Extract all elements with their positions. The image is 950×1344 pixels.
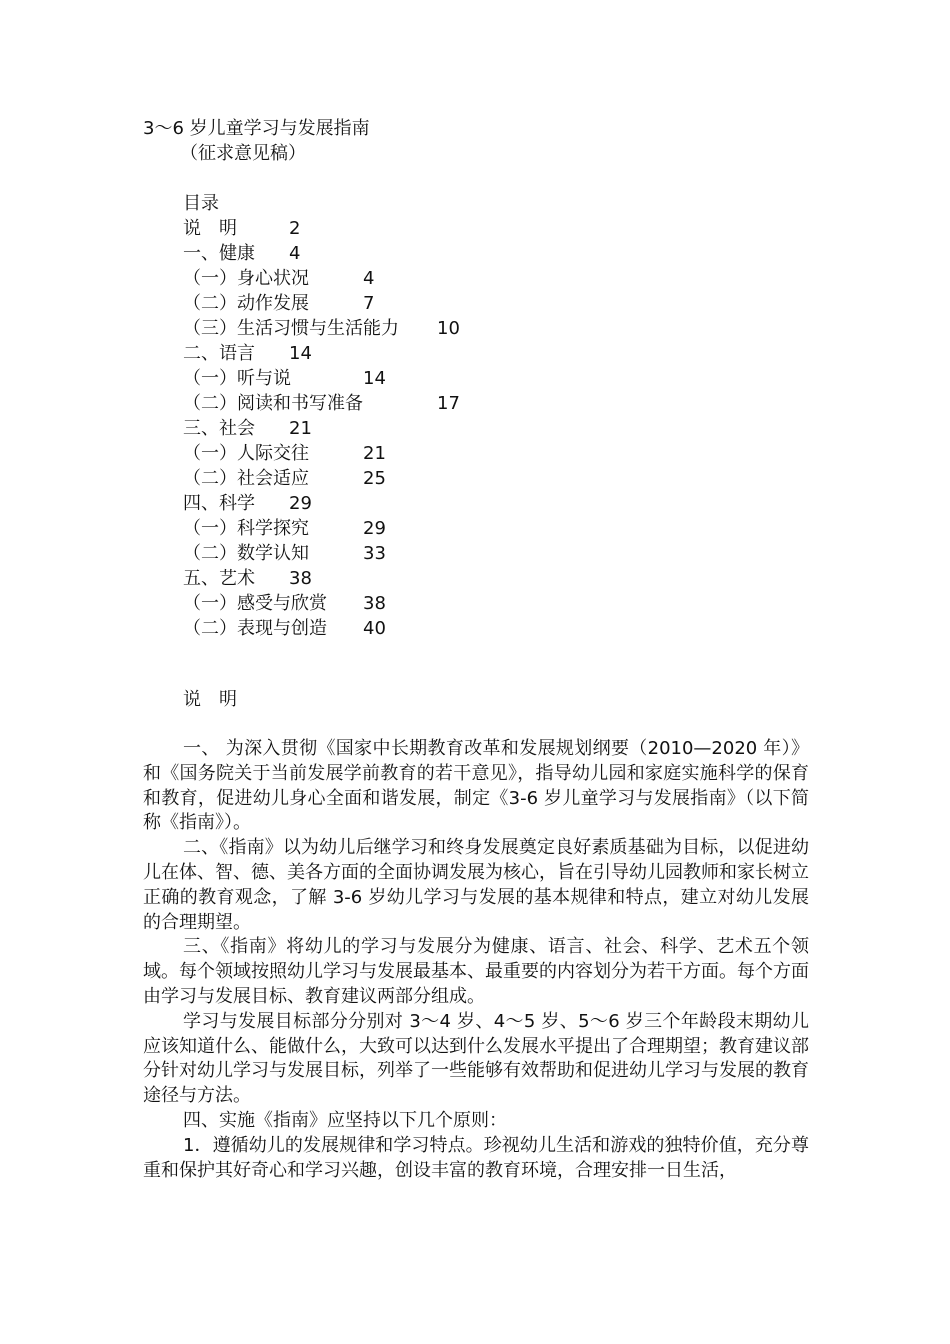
toc-entry-label: （二）社会适应 <box>183 468 309 489</box>
toc-entry-page-number: 14 <box>289 343 312 364</box>
toc-entry-page-number: 33 <box>363 543 386 564</box>
toc-entry-label: （一）科学探究 <box>183 518 309 539</box>
toc-entry <box>183 291 375 316</box>
toc-entry <box>183 616 386 641</box>
toc-entry-page-number: 40 <box>363 618 386 639</box>
toc-entry-page-number: 21 <box>289 418 312 439</box>
toc-entry <box>183 241 301 266</box>
toc-entry <box>183 416 312 441</box>
paragraph: 四、实施《指南》应坚持以下几个原则： <box>183 1109 507 1131</box>
toc-entry-page-number: 21 <box>363 443 386 464</box>
toc-entry-label: （一）身心状况 <box>183 268 309 289</box>
toc-entry-label: （三）生活习惯与生活能力 <box>183 318 399 339</box>
toc-entry <box>183 441 386 466</box>
toc-entry-page-number: 14 <box>363 368 386 389</box>
toc-entry-label: 一、健康 <box>183 243 255 264</box>
toc-entry-label: （二）阅读和书写准备 <box>183 393 363 414</box>
toc-entry <box>183 566 312 591</box>
toc-entry-label: 三、社会 <box>183 418 255 439</box>
toc-entry <box>183 516 386 541</box>
toc-entry-label: 二、语言 <box>183 343 255 364</box>
toc-entry-page-number: 7 <box>363 293 375 314</box>
toc-entry <box>183 541 386 566</box>
toc-entry <box>183 591 386 616</box>
toc-entry <box>183 491 312 516</box>
table-of-contents <box>183 191 460 641</box>
section-heading: 说 明 <box>183 689 237 710</box>
document-title: 3～6 岁儿童学习与发展指南 <box>143 118 370 139</box>
toc-entries <box>183 216 460 641</box>
paragraph: 1．遵循幼儿的发展规律和学习特点。珍视幼儿生活和游戏的独特价值，充分尊重和保护其好奇心和学习兴趣，创设丰富的教育环境，合理安排一日生活， <box>143 1134 809 1181</box>
toc-entry <box>183 216 301 241</box>
toc-entry-page-number: 2 <box>289 218 301 239</box>
toc-entry-page-number: 25 <box>363 468 386 489</box>
toc-entry-page-number: 17 <box>437 393 460 414</box>
toc-entry-page-number: 4 <box>289 243 301 264</box>
toc-entry-label: 说 明 <box>183 218 237 239</box>
document-subtitle: （征求意见稿） <box>180 143 306 164</box>
toc-entry-page-number: 38 <box>289 568 312 589</box>
toc-entry <box>183 366 386 391</box>
toc-entry <box>183 391 460 416</box>
toc-entry-label: （一）感受与欣赏 <box>183 593 327 614</box>
toc-entry-page-number: 4 <box>363 268 375 289</box>
toc-entry-page-number: 29 <box>363 518 386 539</box>
toc-entry-page-number: 29 <box>289 493 312 514</box>
toc-entry <box>183 466 386 491</box>
toc-entry-label: 五、艺术 <box>183 568 255 589</box>
body-text <box>143 737 809 1183</box>
toc-entry-page-number: 10 <box>437 318 460 339</box>
toc-entry-label: （二）表现与创造 <box>183 618 327 639</box>
toc-entry <box>183 316 460 341</box>
toc-entry-page-number: 38 <box>363 593 386 614</box>
toc-entry-label: 四、科学 <box>183 493 255 514</box>
toc-entry <box>183 266 375 291</box>
paragraph: 一、 为深入贯彻《国家中长期教育改革和发展规划纲要（2010—2020 年）》和《国务院关于当前发展学前教育的若干意见》，指导幼儿园和家庭实施科学的保育和教育，促进幼儿身心全面和谐发展，制定《3-6 岁儿童学习与发展指南》（以下简称《指南》）。 <box>143 738 809 834</box>
paragraph: 二、《指南》以为幼儿后继学习和终身发展奠定良好素质基础为目标，以促进幼儿在体、智、德、美各方面的全面协调发展为核心，旨在引导幼儿园教师和家长树立正确的教育观念，了解 3-6 岁幼儿学习与发展的基本规律和特点，建立对幼儿发展的合理期望。 <box>143 837 809 933</box>
toc-entry-label: （一）听与说 <box>183 368 291 389</box>
toc-entry-label: （二）数学认知 <box>183 543 309 564</box>
toc-heading: 目录 <box>183 193 219 214</box>
toc-entry-label: （一）人际交往 <box>183 443 309 464</box>
toc-entry <box>183 341 312 366</box>
paragraph: 学习与发展目标部分分别对 3～4 岁、4～5 岁、5～6 岁三个年龄段末期幼儿应该知道什么、能做什么，大致可以达到什么发展水平提出了合理期望；教育建议部分针对幼儿学习与发展目标，列举了一些能够有效帮助和促进幼儿学习与发展的教育途径与方法。 <box>143 1010 809 1107</box>
toc-entry-label: （二）动作发展 <box>183 293 309 314</box>
paragraph: 三、《指南》将幼儿的学习与发展分为健康、语言、社会、科学、艺术五个领域。每个领域按照幼儿学习与发展最基本、最重要的内容划分为若干方面。每个方面由学习与发展目标、教育建议两部分组成。 <box>143 936 809 1007</box>
